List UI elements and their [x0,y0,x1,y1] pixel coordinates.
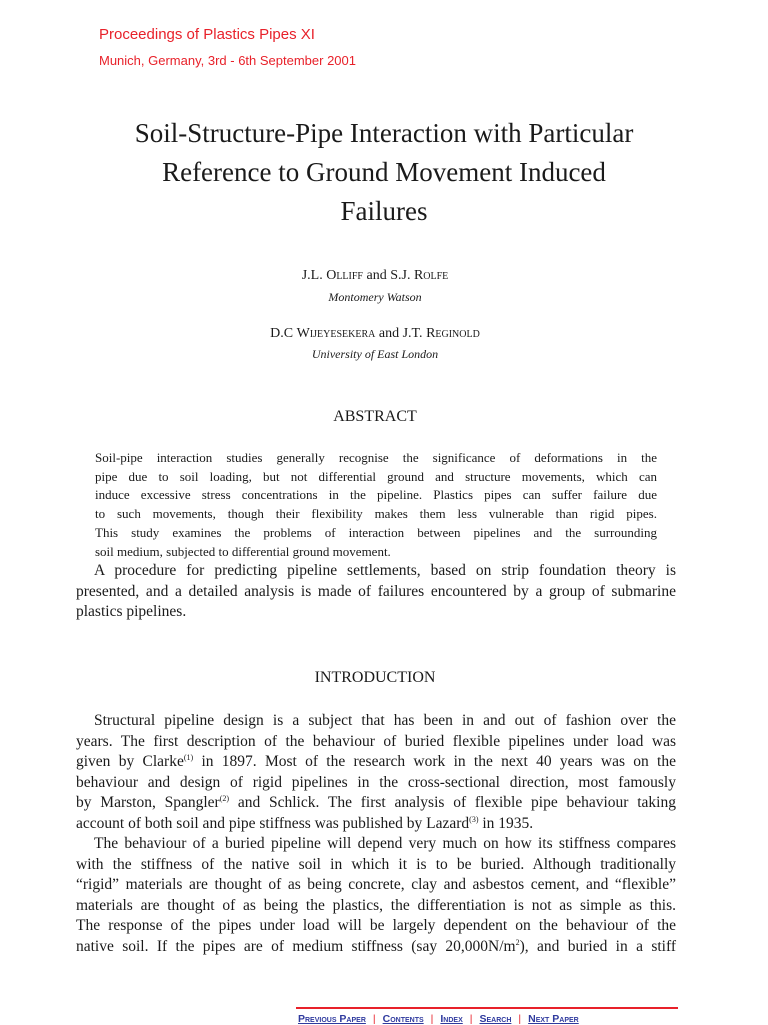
citation-ref: (2) [219,794,230,804]
affiliation-1: Montomery Watson [328,290,422,304]
text-line: by Marston, Spangler$^{(2)}$ and Schlick. The first analysis of flexible pipe behaviour taking [76,794,676,812]
search-link[interactable]: Search [479,1013,512,1025]
introduction-heading: INTRODUCTION [314,669,436,686]
citation-ref: (1) [183,753,194,763]
text-line: given by Clarke$^{(1)}$ in 1897. Most of the research work in the next 40 years was on the [76,753,676,771]
nav-separator: | [430,1013,434,1025]
text-line: induce excessive stress concentrations in the pipeline. Plastics pipes can suffer failure due [95,487,657,503]
text-line: pipe due to soil loading, but not differential ground and structure movements, which can [95,468,657,484]
text-line: soil medium, subjected to differential ground movement. [95,543,391,559]
abstract-paragraph-2 [76,561,676,623]
nav-separator: | [372,1013,376,1025]
abstract-heading: ABSTRACT [333,408,417,425]
text-line: years. The first description of the behaviour of buried flexible pipelines under load was [76,732,676,750]
index-link[interactable]: Index [440,1013,463,1025]
text-line: materials are thought of as being the plastics, the differentiation is not as simple as this. [76,896,676,914]
text-line: native soil. If the pipes are of medium stiffness (say $20,000N/m^2$), and buried in a stiff [76,937,677,955]
title-line: Soil-Structure-Pipe Interaction with Particular [134,118,634,148]
superscript: 2 [515,937,520,947]
title-line: Reference to Ground Movement Induced [162,157,606,187]
contents-link[interactable]: Contents [382,1013,424,1025]
authors-line-2: D.C Wijeyesekera and J.T. Reginold [270,326,480,341]
author-name: Olliff [326,268,363,283]
author-name: Rolfe [413,268,449,283]
conference-location-date: Munich, Germany, 3rd - 6th September 2001 [99,53,356,68]
text-line: plastics pipelines. [76,603,187,621]
text-line: to such movements, though their flexibility makes them less vulnerable than rigid pipes. [95,506,657,522]
text-line: Soil-pipe interaction studies generally recognise the significance of deformations in the [95,450,657,465]
nav-divider [296,1007,678,1009]
citation-ref: (3) [469,814,479,824]
paper-title [0,114,768,231]
text-line: behaviour and design of rigid pipelines in the cross-sectional direction, most famously [76,773,676,791]
authors-line-1: J.L. Olliff and S.J. Rolfe [301,268,449,283]
text-line: A procedure for predicting pipeline settlements, based on strip foundation theory is [94,562,676,579]
proceedings-title: Proceedings of Plastics Pipes XI [99,26,315,43]
paper-navigation [298,1013,579,1025]
nav-separator: | [469,1013,473,1025]
abstract-text [95,449,657,561]
introduction-paragraph-1 [76,711,676,835]
text-line: This study examines the problems of interaction between pipelines and the surrounding [95,524,657,540]
next-paper-link[interactable]: Next Paper [528,1013,579,1025]
text-line: with the stiffness of the native soil in which it is to be buried. Although traditionally [76,855,676,873]
text-line: Structural pipeline design is a subject that has been in and out of fashion over the [94,712,676,729]
affiliation-2: University of East London [311,347,439,361]
text-line: The behaviour of a buried pipeline will depend very much on how its stiffness compares [94,835,676,852]
author-name: Wijeyesekera [296,326,376,341]
text-line: presented, and a detailed analysis is made of failures encountered by a group of submarine [76,582,676,600]
text-line: account of both soil and pipe stiffness was published by Lazard$^{(3)}$ in 1935. [76,814,534,832]
title-line: Failures [340,196,428,226]
previous-paper-link[interactable]: Previous Paper [298,1013,366,1025]
text-line: “rigid” materials are thought of as being concrete, clay and asbestos cement, and “flexible” [76,876,676,894]
nav-separator: | [518,1013,522,1025]
introduction-paragraph-2 [76,834,676,958]
text-line: The response of the pipes under load will be largely dependent on the behaviour of the [76,917,676,935]
author-name: Reginold [426,326,480,341]
